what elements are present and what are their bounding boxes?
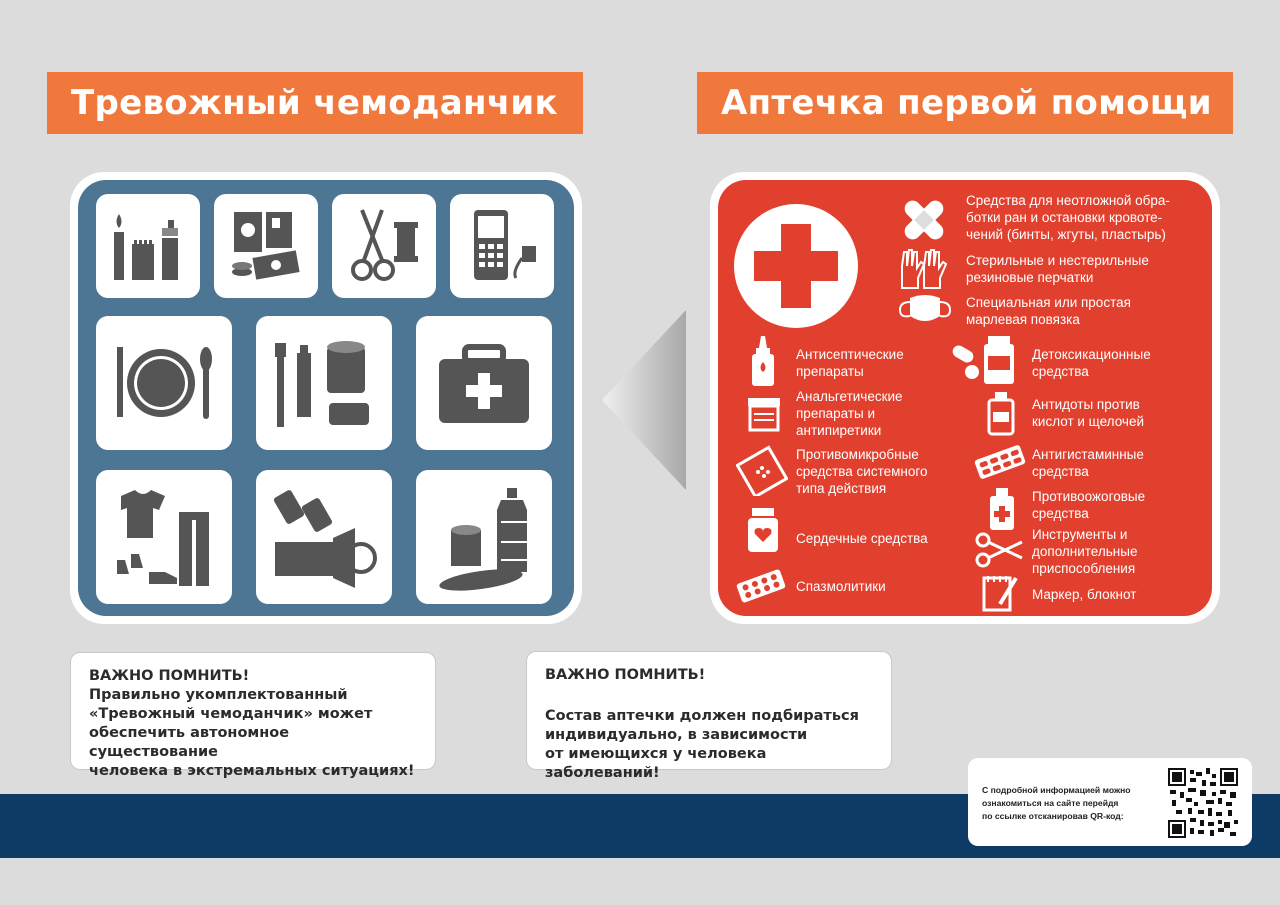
aid-item-cardiac: Сердечные средства	[796, 531, 928, 546]
scissors-thread-icon	[332, 194, 436, 298]
capsule-strip-icon	[972, 442, 1028, 482]
documents-money-icon	[214, 194, 318, 298]
bandage-icon	[896, 192, 952, 248]
aid-item-antihistamines: Антигистаминные средства	[1032, 447, 1144, 479]
medicine-box-icon	[744, 394, 784, 434]
qr-card	[968, 758, 1252, 846]
aid-item-bandages: Средства для неотложной обра- ботки ран и остановки кровоте- чений (бинты, жгуты, пластырь)	[966, 193, 1170, 242]
dropper-bottle-icon	[748, 334, 778, 388]
notepad-icon	[980, 572, 1020, 612]
first-aid-title: Аптечка первой помощи	[721, 83, 1212, 123]
aid-item-mask: Специальная или простая марлевая повязка	[966, 295, 1131, 327]
remember-kit-box	[70, 652, 436, 779]
first-aid-content	[718, 180, 1212, 616]
pill-jar-icon	[950, 334, 1016, 388]
remember-aid-box	[526, 651, 892, 781]
pointer-arrow-icon	[598, 310, 688, 490]
toiletries-icon	[256, 316, 392, 450]
aid-item-analgesics: Анальгетические препараты и антипиретики	[796, 389, 903, 438]
gloves-icon	[896, 246, 952, 290]
blister-pack-icon	[734, 566, 788, 606]
qr-caption: С подробной информацией можно ознакомиться на сайте перейдя по ссылке отсканировав QR-код:	[982, 785, 1131, 821]
aid-item-marker-notepad: Маркер, блокнот	[1032, 587, 1137, 602]
aid-item-antiseptics: Антисептические препараты	[796, 347, 904, 379]
clothes-shoes-icon	[96, 470, 232, 604]
first-aid-panel	[710, 172, 1220, 624]
first-aid-kit-icon	[416, 316, 552, 450]
kit-title: Тревожный чемоданчик	[71, 83, 558, 123]
remember-kit-title: ВАЖНО ПОМНИТЬ!	[89, 668, 250, 684]
mask-icon	[898, 292, 952, 328]
batteries-flashlight-icon	[256, 470, 392, 604]
aid-item-antispasmodics: Спазмолитики	[796, 579, 886, 594]
plate-cutlery-icon	[96, 316, 232, 450]
aid-item-antimicrobials: Противомикробные средства системного типа действия	[796, 447, 928, 496]
heart-jar-icon	[746, 506, 780, 554]
burn-remedy-bottle-icon	[988, 486, 1016, 532]
emergency-kit-grid	[78, 180, 574, 616]
remember-aid-title: ВАЖНО ПОМНИТЬ!	[545, 667, 706, 683]
aid-item-antidotes: Антидоты против кислот и щелочей	[1032, 397, 1145, 429]
remember-aid-text: Состав аптечки должен подбираться индивидуально, в зависимости от имеющихся у человека заболеваний!	[545, 708, 859, 781]
emergency-kit-panel	[70, 172, 582, 624]
remember-kit-text: Правильно укомплектованный «Тревожный чемоданчик» может обеспечить автономное существование человека в экстремальных ситуациях!	[89, 687, 415, 779]
scissors-icon	[974, 532, 1024, 568]
food-water-icon	[416, 470, 552, 604]
phone-charger-icon	[450, 194, 554, 298]
matches-lighter-candle-icon	[96, 194, 200, 298]
first-aid-banner	[697, 72, 1233, 134]
qr-code-icon[interactable]	[1168, 768, 1238, 838]
aid-item-detox: Детоксикационные средства	[1032, 347, 1151, 379]
bottle-icon	[986, 390, 1016, 436]
aid-item-instruments: Инструменты и дополнительные приспособления	[1032, 527, 1138, 576]
red-cross-icon	[734, 204, 858, 328]
aid-item-gloves: Стерильные и нестерильные резиновые перчатки	[966, 253, 1149, 285]
aid-item-burn-remedies: Противоожоговые средства	[1032, 489, 1146, 521]
kit-banner	[47, 72, 583, 134]
sachet-icon	[736, 444, 788, 496]
